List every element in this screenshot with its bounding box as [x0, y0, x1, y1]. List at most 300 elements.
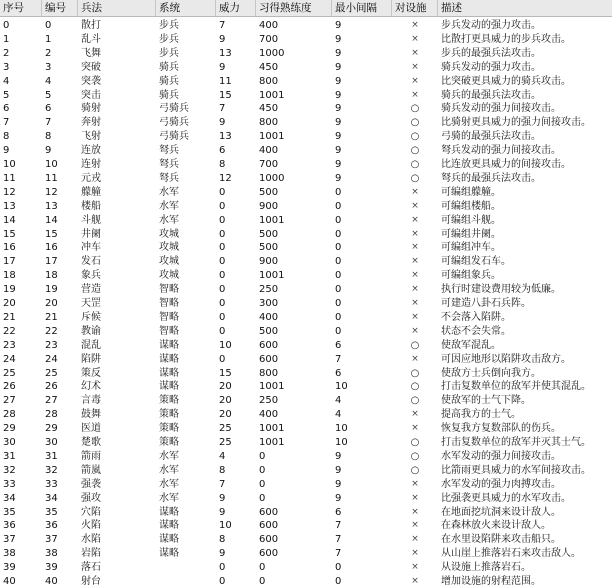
table-row[interactable]: [0, 61, 612, 74]
table-row[interactable]: [0, 506, 612, 519]
cell-skill: 策反: [81, 367, 101, 379]
cell-vs-facility: ×: [411, 325, 419, 336]
table-row[interactable]: [0, 47, 612, 60]
cell-index: 35: [3, 506, 16, 518]
cell-skill: 飞舞: [81, 47, 101, 59]
cell-skill: 天罡: [81, 298, 101, 309]
cell-id: 37: [45, 534, 58, 546]
cell-description: 可编组楼船。: [441, 200, 501, 212]
cell-proficiency: 0: [259, 562, 266, 574]
cell-index: 8: [3, 131, 10, 143]
cell-min-interval: 9: [335, 20, 342, 31]
cell-power: 12: [219, 172, 232, 184]
cell-skill: 突破: [81, 61, 101, 73]
cell-proficiency: 0: [259, 492, 266, 504]
cell-description: 使敌军混乱。: [441, 339, 501, 351]
cell-index: 36: [3, 520, 16, 532]
cell-power: 15: [219, 367, 232, 379]
cell-power: 0: [219, 562, 226, 574]
col-header-description[interactable]: 描述: [441, 2, 462, 14]
cell-power: 10: [219, 520, 232, 532]
cell-power: 6: [219, 145, 226, 157]
table-header: [0, 0, 612, 17]
table-row[interactable]: [0, 255, 612, 268]
cell-description: 在森林放火来设计敌人。: [441, 520, 551, 532]
cell-min-interval: 9: [335, 450, 342, 462]
cell-min-interval: 0: [335, 298, 342, 309]
cell-system: 攻城: [159, 256, 179, 268]
cell-skill: 象兵: [81, 270, 101, 282]
col-header-system[interactable]: 系统: [156, 0, 216, 16]
cell-power: 9: [219, 492, 226, 504]
cell-description: 比箭雨更具威力的水军间接攻击。: [441, 464, 591, 476]
cell-id: 21: [45, 311, 58, 323]
table-row[interactable]: [0, 241, 612, 254]
cell-min-interval: 7: [335, 548, 342, 560]
table-row[interactable]: [0, 116, 612, 129]
cell-power: 0: [219, 298, 226, 309]
cell-description: 比散打更具威力的步兵攻击。: [441, 33, 571, 45]
cell-description: 从设施上推落岩石。: [441, 562, 531, 574]
cell-min-interval: 9: [335, 159, 342, 170]
table-row[interactable]: [0, 297, 612, 310]
cell-proficiency: 1000: [259, 172, 285, 184]
cell-skill: 奔射: [81, 117, 101, 129]
cell-system: 水军: [159, 450, 179, 462]
cell-system: 水军: [159, 492, 179, 504]
cell-vs-facility: ×: [411, 423, 419, 434]
cell-system: [156, 561, 216, 574]
table-row[interactable]: [0, 283, 612, 296]
cell-power: 0: [219, 325, 226, 337]
cell-min-interval: 0: [335, 214, 342, 226]
cell-vs-facility: ○: [410, 103, 420, 115]
cell-min-interval: 9: [335, 75, 342, 87]
cell-id: 40: [45, 576, 58, 587]
cell-system: 谋略: [159, 353, 179, 365]
cell-proficiency: 300: [259, 298, 279, 309]
cell-system: 骑兵: [159, 61, 179, 73]
cell-vs-facility: ×: [411, 506, 419, 517]
cell-system: 谋略: [159, 548, 179, 560]
cell-system: 谋略: [159, 506, 179, 518]
cell-id: 33: [45, 478, 58, 490]
cell-index: 1: [3, 33, 10, 45]
cell-description: 比强袭更具威力的水军攻击。: [441, 492, 571, 504]
table-row[interactable]: [0, 422, 612, 435]
cell-system: [156, 575, 216, 588]
cell-skill: 混乱: [81, 339, 101, 351]
cell-proficiency: 600: [259, 548, 279, 560]
table-row[interactable]: [0, 492, 612, 505]
cell-system: 智略: [159, 311, 179, 323]
cell-power: 0: [219, 270, 226, 282]
cell-index: 17: [3, 256, 16, 268]
cell-vs-facility: ×: [411, 492, 419, 503]
cell-vs-facility: ○: [410, 117, 420, 129]
cell-vs-facility: ○: [410, 131, 420, 143]
cell-system: 谋略: [159, 339, 179, 351]
table-row[interactable]: [0, 186, 612, 199]
table-row[interactable]: [0, 33, 612, 46]
table-row[interactable]: [0, 367, 612, 380]
cell-skill: 斗舰: [81, 214, 101, 226]
cell-power: 0: [219, 576, 226, 587]
cell-min-interval: 6: [335, 506, 342, 518]
cell-skill: 冲车: [81, 242, 101, 254]
col-header-power[interactable]: 威力: [216, 0, 256, 16]
cell-proficiency: 500: [259, 228, 279, 240]
cell-system: 弩兵: [159, 172, 179, 184]
cell-min-interval: 6: [335, 339, 342, 351]
cell-system: 谋略: [159, 520, 179, 532]
cell-description: 恢复我方复数部队的伤兵。: [441, 423, 561, 435]
cell-description: 步兵发动的强力攻击。: [441, 20, 541, 31]
col-header-proficiency[interactable]: 习得熟练度: [256, 0, 332, 16]
cell-skill: 陷阱: [81, 353, 101, 365]
cell-index: 32: [3, 464, 16, 476]
cell-skill: 楚歌: [81, 437, 101, 448]
cell-system: 攻城: [159, 242, 179, 254]
cell-power: 7: [219, 20, 226, 31]
cell-id: 36: [45, 520, 58, 532]
table-row[interactable]: [0, 561, 612, 574]
cell-vs-facility: ×: [411, 548, 419, 559]
cell-id: 26: [45, 381, 58, 393]
cell-vs-facility: ×: [411, 200, 419, 211]
cell-id: 3: [45, 61, 52, 73]
cell-power: 10: [219, 339, 232, 351]
table-row[interactable]: [0, 464, 612, 477]
cell-description: 弓骑的最强兵法攻击。: [441, 131, 541, 143]
col-header-id[interactable]: 编号: [42, 0, 78, 16]
cell-id: 13: [45, 200, 58, 212]
cell-index: 13: [3, 200, 16, 212]
cell-vs-facility: ×: [411, 214, 419, 225]
cell-proficiency: 400: [259, 311, 279, 323]
table-row[interactable]: [0, 394, 612, 407]
cell-description: 使敌方士兵倒向我方。: [441, 367, 541, 379]
cell-skill: 教谕: [81, 325, 101, 337]
cell-proficiency: 400: [259, 409, 279, 421]
cell-system: 攻城: [159, 228, 179, 240]
cell-id: 28: [45, 409, 58, 421]
cell-vs-facility: ×: [411, 562, 419, 573]
table-row[interactable]: [0, 311, 612, 324]
cell-id: 10: [45, 159, 58, 170]
cell-index: 2: [3, 47, 10, 59]
table-row[interactable]: [0, 75, 612, 88]
cell-proficiency: 600: [259, 353, 279, 365]
cell-vs-facility: ×: [411, 33, 419, 44]
cell-description: 可编组发石车。: [441, 256, 511, 268]
cell-description: 增加设施的射程范围。: [441, 576, 541, 587]
cell-skill: 乱斗: [81, 33, 101, 45]
cell-proficiency: 1000: [259, 47, 285, 59]
cell-power: 0: [219, 284, 226, 296]
cell-min-interval: 6: [335, 367, 342, 379]
cell-proficiency: 600: [259, 506, 279, 518]
cell-proficiency: 0: [259, 576, 266, 587]
cell-vs-facility: ○: [410, 145, 420, 157]
cell-id: 4: [45, 75, 52, 87]
cell-vs-facility: ○: [410, 437, 420, 448]
cell-power: 0: [219, 186, 226, 198]
cell-system: 智略: [159, 284, 179, 296]
cell-proficiency: 700: [259, 33, 279, 45]
cell-min-interval: 9: [335, 47, 342, 59]
cell-min-interval: 0: [335, 270, 342, 282]
cell-system: 谋略: [159, 534, 179, 546]
table-row[interactable]: [0, 380, 612, 393]
cell-id: 5: [45, 89, 52, 101]
table-row[interactable]: [0, 575, 612, 588]
cell-system: 攻城: [159, 270, 179, 282]
cell-proficiency: 450: [259, 103, 279, 115]
cell-min-interval: 9: [335, 172, 342, 184]
cell-proficiency: 600: [259, 534, 279, 546]
cell-description: 状态不会失常。: [441, 325, 511, 337]
cell-proficiency: 800: [259, 117, 279, 129]
cell-power: 8: [219, 534, 226, 546]
table-row[interactable]: [0, 228, 612, 241]
cell-description: 从山崖上推落岩石来攻击敌人。: [441, 548, 581, 560]
table-row[interactable]: [0, 478, 612, 491]
cell-skill: 落石: [81, 562, 101, 574]
cell-vs-facility: ×: [411, 353, 419, 364]
cell-min-interval: 7: [335, 353, 342, 365]
cell-id: 1: [45, 33, 52, 45]
cell-system: 骑兵: [159, 89, 179, 101]
cell-vs-facility: ×: [411, 478, 419, 489]
cell-index: 37: [3, 534, 16, 546]
cell-power: 8: [219, 464, 226, 476]
cell-description: 骑兵的最强兵法攻击。: [441, 89, 541, 101]
cell-power: 9: [219, 548, 226, 560]
cell-description: 可编组象兵。: [441, 270, 501, 282]
cell-skill: 楼船: [81, 200, 101, 212]
cell-description: 不会落入陷阱。: [441, 311, 511, 323]
cell-vs-facility: ×: [411, 284, 419, 295]
cell-min-interval: 0: [335, 242, 342, 254]
cell-description: 比连放更具威力的间接攻击。: [441, 159, 571, 170]
table-row[interactable]: [0, 533, 612, 546]
cell-system: 水军: [159, 478, 179, 490]
cell-vs-facility: ○: [410, 450, 420, 462]
cell-proficiency: 1001: [259, 270, 285, 282]
cell-index: 38: [3, 548, 16, 560]
cell-id: 31: [45, 450, 58, 462]
cell-power: 13: [219, 47, 232, 59]
cell-description: 步兵的最强兵法攻击。: [441, 47, 541, 59]
cell-description: 可建造八卦石兵阵。: [441, 298, 531, 309]
cell-power: 9: [219, 33, 226, 45]
cell-index: 31: [3, 450, 16, 462]
cell-id: 11: [45, 172, 58, 184]
cell-skill: 突袭: [81, 75, 101, 87]
table-row[interactable]: [0, 200, 612, 213]
cell-vs-facility: ×: [411, 228, 419, 239]
cell-skill: 箭雨: [81, 450, 101, 462]
cell-vs-facility: ×: [411, 298, 419, 308]
cell-description: 水军发动的强力肉搏攻击。: [441, 478, 561, 490]
cell-id: 17: [45, 256, 58, 268]
table-row[interactable]: [0, 19, 612, 32]
cell-min-interval: 0: [335, 228, 342, 240]
cell-proficiency: 400: [259, 145, 279, 157]
cell-proficiency: 250: [259, 395, 279, 407]
cell-id: 12: [45, 186, 58, 198]
cell-skill: 幻术: [81, 381, 101, 393]
table-row[interactable]: [0, 269, 612, 282]
cell-index: 16: [3, 242, 16, 254]
cell-index: 39: [3, 562, 16, 574]
cell-skill: 连放: [81, 145, 101, 157]
col-header-skill[interactable]: 兵法: [78, 0, 156, 16]
table-row[interactable]: [0, 547, 612, 560]
col-header-vs-facility[interactable]: 对设施: [392, 0, 438, 16]
cell-power: 20: [219, 395, 232, 407]
cell-vs-facility: ×: [411, 186, 419, 197]
cell-proficiency: 250: [259, 284, 279, 296]
cell-vs-facility: ○: [410, 339, 420, 351]
table-row[interactable]: [0, 144, 612, 157]
cell-vs-facility: ×: [411, 75, 419, 86]
cell-description: 可编组井阑。: [441, 228, 501, 240]
cell-proficiency: 800: [259, 75, 279, 87]
cell-power: 0: [219, 228, 226, 240]
cell-description: 提高我方的士气。: [441, 409, 521, 421]
cell-index: 20: [3, 298, 16, 309]
cell-skill: 强袭: [81, 478, 101, 490]
cell-system: 策略: [159, 395, 179, 407]
cell-power: 7: [219, 103, 226, 115]
cell-power: 25: [219, 423, 232, 435]
cell-id: 30: [45, 437, 58, 448]
cell-min-interval: 0: [335, 325, 342, 337]
cell-power: 20: [219, 409, 232, 421]
cell-system: 策略: [159, 409, 179, 421]
cell-id: 7: [45, 117, 52, 129]
cell-skill: 骑射: [81, 103, 101, 115]
cell-system: 弓骑兵: [159, 103, 189, 115]
cell-skill: 发石: [81, 256, 101, 268]
cell-index: 4: [3, 75, 10, 87]
cell-index: 33: [3, 478, 16, 490]
cell-min-interval: 4: [335, 409, 342, 421]
table-row[interactable]: [0, 519, 612, 532]
cell-description: 打击复数单位的敌军并灭其士气。: [441, 437, 591, 448]
cell-skill: 箭嵐: [81, 464, 101, 476]
cell-min-interval: 9: [335, 61, 342, 73]
cell-vs-facility: ○: [410, 381, 420, 393]
cell-description: 可编组斗舰。: [441, 214, 501, 226]
cell-index: 24: [3, 353, 16, 365]
cell-power: 4: [219, 450, 226, 462]
cell-power: 0: [219, 256, 226, 268]
cell-skill: 水陷: [81, 534, 101, 546]
cell-index: 11: [3, 172, 16, 184]
cell-index: 3: [3, 61, 10, 73]
cell-index: 30: [3, 437, 16, 448]
cell-vs-facility: ×: [411, 61, 419, 72]
cell-index: 21: [3, 311, 16, 323]
table-row[interactable]: [0, 450, 612, 463]
cell-skill: 鼓舞: [81, 409, 101, 421]
cell-description: 比突破更具威力的骑兵攻击。: [441, 75, 571, 87]
cell-description: 骑兵发动的强力攻击。: [441, 61, 541, 73]
table-row[interactable]: [0, 214, 612, 227]
cell-system: 水军: [159, 464, 179, 476]
cell-id: 38: [45, 548, 58, 560]
cell-min-interval: 7: [335, 520, 342, 532]
cell-min-interval: 9: [335, 33, 342, 45]
cell-min-interval: 0: [335, 576, 342, 587]
cell-description: 打击复数单位的敌军并使其混乱。: [441, 381, 591, 393]
cell-skill: 连射: [81, 159, 101, 170]
cell-skill: 飞射: [81, 131, 101, 143]
cell-skill: 医道: [81, 423, 101, 435]
cell-proficiency: 600: [259, 339, 279, 351]
cell-proficiency: 900: [259, 200, 279, 212]
table-row[interactable]: [0, 89, 612, 102]
cell-proficiency: 0: [259, 464, 266, 476]
table-row[interactable]: [0, 339, 612, 352]
cell-min-interval: 10: [335, 437, 348, 448]
table-row[interactable]: [0, 158, 612, 171]
cell-id: 24: [45, 353, 58, 365]
table-row[interactable]: [0, 436, 612, 449]
cell-min-interval: 9: [335, 478, 342, 490]
cell-proficiency: 1001: [259, 131, 285, 143]
col-header-index[interactable]: 序号: [0, 0, 42, 16]
cell-vs-facility: ×: [411, 576, 419, 586]
table-row[interactable]: [0, 408, 612, 421]
table-row[interactable]: [0, 325, 612, 338]
cell-index: 6: [3, 103, 10, 115]
cell-power: 8: [219, 159, 226, 170]
cell-proficiency: 0: [259, 478, 266, 490]
cell-index: 29: [3, 423, 16, 435]
table-row[interactable]: [0, 172, 612, 185]
cell-min-interval: 9: [335, 145, 342, 157]
cell-min-interval: 0: [335, 284, 342, 296]
cell-index: 0: [3, 20, 10, 31]
cell-min-interval: 9: [335, 464, 342, 476]
cell-description: 可编组冲车。: [441, 242, 501, 254]
cell-id: 25: [45, 367, 58, 379]
cell-index: 40: [3, 576, 16, 587]
table-row[interactable]: [0, 130, 612, 143]
cell-power: 11: [219, 75, 232, 87]
cell-proficiency: 0: [259, 450, 266, 462]
cell-id: 2: [45, 47, 52, 59]
cell-vs-facility: ○: [410, 464, 420, 476]
cell-system: 谋略: [159, 381, 179, 393]
cell-min-interval: 7: [335, 534, 342, 546]
col-header-min-interval[interactable]: 最小间隔: [332, 0, 392, 16]
table-row[interactable]: [0, 102, 612, 115]
cell-index: 22: [3, 325, 16, 337]
cell-index: 19: [3, 284, 16, 296]
cell-system: 弓骑兵: [159, 131, 189, 143]
cell-vs-facility: ×: [411, 311, 419, 322]
cell-proficiency: 700: [259, 159, 279, 170]
cell-skill: 斥候: [81, 311, 101, 323]
cell-index: 12: [3, 186, 16, 198]
table-row[interactable]: [0, 353, 612, 366]
cell-power: 9: [219, 61, 226, 73]
